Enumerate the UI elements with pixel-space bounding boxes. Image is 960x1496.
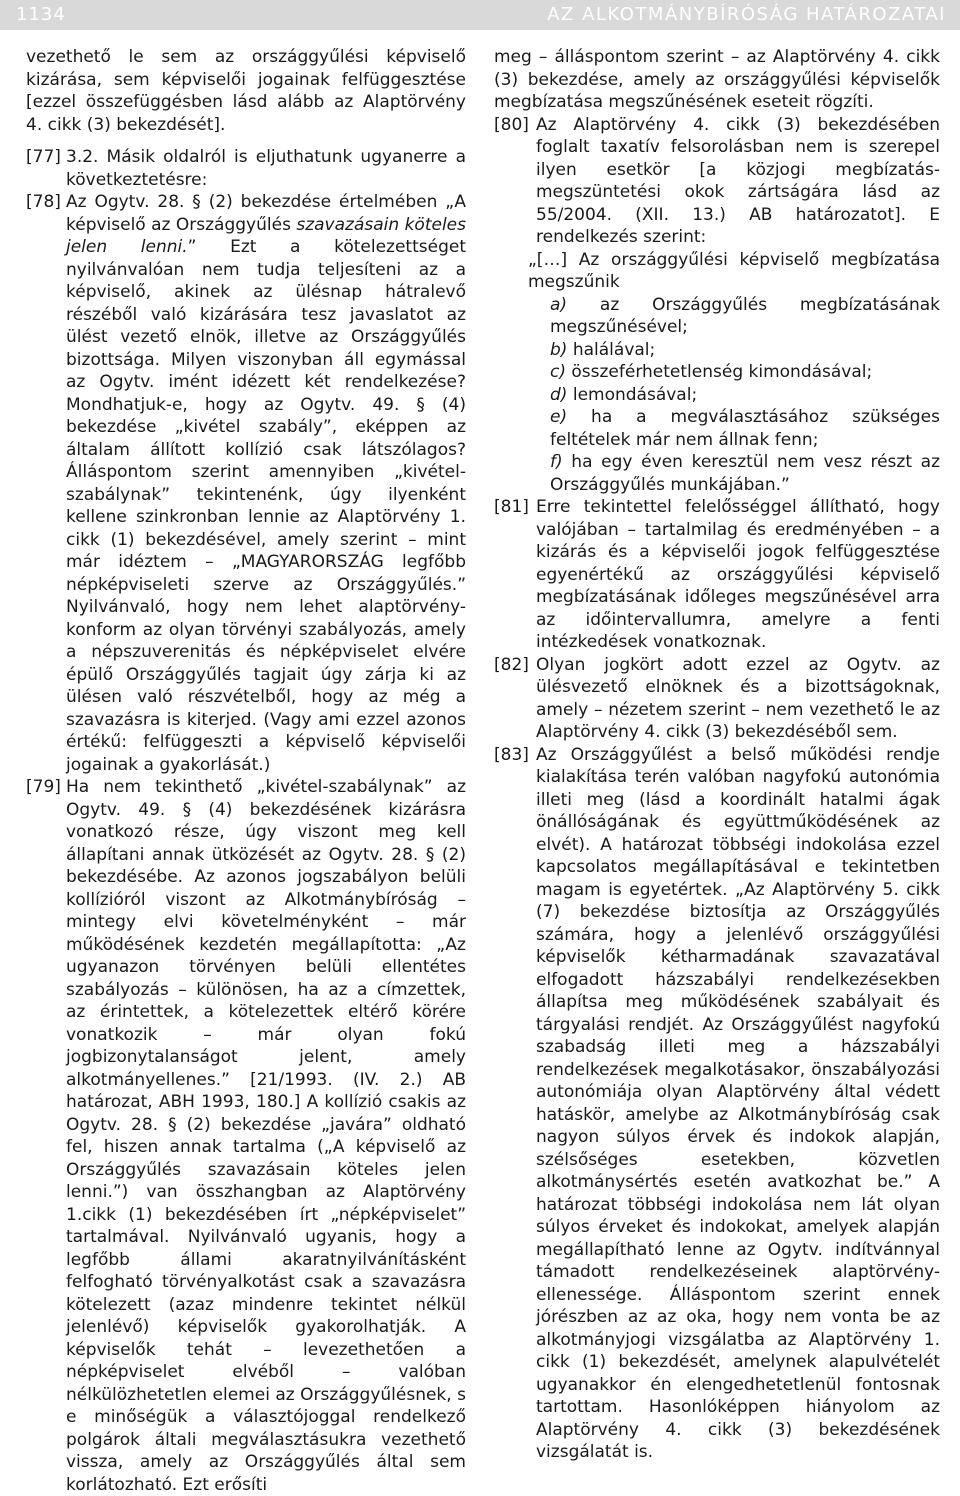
paragraph-text: Ha nem tekinthető „kivétel-szabálynak” az Ogytv. 49. § (4) bekezdésének kizárásra vonatkozó része, úgy viszont meg kell állapítani annak ütközését az Ogytv. 28. § (2) bekezdésébe. Az azonos jogszabályon belüli kollízióról viszont az Alkotmánybíróság – mintegy elvi követelményként – már működésének kezdetén megállapította: „Az ugyanazon törvényen belüli ellentétes szabályozás – különösen, ha az a címzettek, az érintettek, a kötelezettek eltérő körére vonatkozik – már olyan fokú jogbizonytalanságot jelent, amely alkotmányellenes.” [21/1993. (IV. 2.) AB határozat, ABH 1993, 180.] A kollízió csakis az Ogytv. 28. § (2) bekezdése „javára” oldható fel, hiszen annak tartalma („A képviselő az Országgyűlés szavazásain köteles jelen lenni.”) van összhangban az Alaptörvény 1.cikk (1) bekezdésében írt „népképviselet” tartalmával. Nyilvánvaló ugyanis, hogy a legfőbb állami akaratnyilvánításként felfogható törvényalkotást csak a szavazásra kötelezett (azaz mindenre tekintet nélkül jelenlévő) képviselők gyakorolhatják. A képviselők tehát – levezethetően a népképviselet elvéből – valóban nélkülözhetetlen elemei az Országgyűlésnek, s e minőségük a választójoggal rendelkező polgárok általi megválasztásukra vezethető vissza, amely az Országgyűlés által sem korlátozható. Ezt erősíti [66, 777, 466, 1495]
paragraph-79 [26, 776, 466, 1496]
paragraph-text: ” Ezt a kötelezettséget nyilvánvalóan nem tudja teljesíteni az a képviselő, akinek az ülésnap hátralevő részéből való kizárására tesz javaslatot az ülést vezető elnök, illetve az Országgyűlés bizottsága. Milyen viszonyban áll egymással az Ogytv. imént idézett két rendelkezése? Mondhatjuk-e, hogy az Ogytv. 49. § (4) bekezdése „kivétel szabály”, eképpen az általam állított kollízió csak látszólagos? Álláspontom szerint amennyiben „kivétel-szabálynak” tekintenénk, úgy ilyenként kellene szinkronban lennie az Alaptörvény 1. cikk (1) bekezdésével, amely szerint – mint már idéztem – „MAGYARORSZÁG legfőbb népképviseleti szerve az Országgyűlés.” Nyilvánvaló, hogy nem lehet alaptörvény-konform az olyan törvényi szabályozás, amely a népszuverenitás és népképviselet elvére épülő Országgyűlés tagjait úgy zárja ki az ülésen való részvételből, hogy az még a szavazásra is kiterjed. (Vagy ami ezzel azonos értékű: felfüggeszti a képviselő képviselői jogainak a gyakorlását.) [66, 237, 466, 775]
item-letter: c) [550, 362, 566, 382]
paragraph-text: Az Ogytv. 28. § (2) bekezdése értelmében „A képviselő az Országgyűlés [66, 192, 466, 235]
paragraph-number: [80] [494, 114, 529, 135]
paragraph-78 [26, 191, 466, 776]
item-text: halálával; [567, 339, 656, 360]
paragraph-77 [26, 146, 466, 191]
paragraph-number: [82] [494, 654, 529, 675]
left-column [26, 46, 466, 1495]
item-text: összeférhetetlenség kimondásával; [565, 362, 873, 382]
paragraph-number: [78] [26, 192, 61, 212]
right-column [494, 46, 940, 1462]
item-letter: d) [550, 384, 568, 405]
list-item [494, 406, 940, 451]
item-letter: a) [550, 294, 568, 315]
paragraph-number: [77] [26, 147, 61, 167]
paragraph-continuation: meg – álláspontom szerint – az Alaptörvény 4. cikk (3) bekezdése, amely az országgyűlési képviselők megbízatása megszűnésének eseteit rögzíti. [494, 47, 940, 112]
quote-intro: „[…] Az országgyűlési képviselő megbízatása megszűnik [528, 249, 940, 292]
list-item [494, 294, 940, 339]
item-letter: e) [550, 407, 568, 427]
item-text: ha a megválasztásához szükséges feltételek már nem állnak fenn; [550, 407, 940, 450]
page-header [0, 0, 960, 30]
paragraph-text: Olyan jogkört adott ezzel az Ogytv. az ülésvezető elnöknek és a bizottságoknak, amely – nézetem szerint – nem vezethető le az Alaptörvény 4. cikk (3) bekezdéséből sem. [536, 654, 940, 742]
paragraph-83 [494, 744, 940, 1464]
paragraph-number: [81] [494, 497, 529, 517]
list-item [494, 339, 940, 362]
item-text: lemondásával; [567, 384, 698, 405]
paragraph-text: Erre tekintettel felelősséggel állítható, hogy valójában – tartalmilag és eredményében – a kizárás és a képviselői jogok felfüggesztése egyenértékű az országgyűlési képviselő megbízatásának időleges megszűnésével arra az időintervallumra, amelyre a fenti intézkedések vonatkoznak. [536, 497, 940, 652]
item-text: az Országgyűlés megbízatásának megszűnésével; [550, 294, 940, 337]
page-number: 1134 [16, 4, 66, 25]
list-item [494, 361, 940, 384]
list-item [494, 451, 940, 496]
item-letter: f) [550, 452, 563, 472]
paragraph-81 [494, 496, 940, 654]
italic-quote: szavazásain köteles jelen lenni. [66, 214, 466, 257]
list-item [494, 384, 940, 407]
running-title: AZ ALKOTMÁNYBÍRÓSÁG HATÁROZATAI [547, 4, 946, 25]
paragraph-80 [494, 114, 940, 249]
paragraph-continuation: vezethető le sem az országgyűlési képviselő kizárása, sem képviselői jogainak felfüggesztése [ezzel összefüggésben lásd alább az Alaptörvény 4. cikk (3) bekezdését]. [26, 47, 466, 135]
paragraph-number: [79] [26, 777, 61, 797]
item-text: ha egy éven keresztül nem vesz részt az Országgyűlés munkájában.” [550, 452, 940, 495]
paragraph-text: Az Alaptörvény 4. cikk (3) bekezdésében foglalt taxatív felsorolásban nem is szerepel ilyen esetkör [a közjogi megbízatás-megszüntetési okok zártságára lásd az 55/2004. (XII. 13.) AB határozatot]. E rendelkezés szerint: [536, 114, 940, 247]
paragraph-text: Az Országgyűlést a belső működési rendje kialakítása terén valóban nagyfokú autonómia illeti meg (lásd a koordinált hatalmi ágak önállóságának és együttműködésének az elvét). A határozat többségi indokolása ezzel kapcsolatos megállapításával e tekintetben magam is egyetértek. „Az Alaptörvény 5. cikk (7) bekezdése biztosítja az Országgyűlés számára, hogy a jelenlévő országgyűlési képviselők kétharmadának szavazatával elfogadott házszabályi rendelkezésekben állapítsa meg működésének szabályait és tárgyalási rendjét. Az Országgyűlést nagyfokú szabadság illeti meg a házszabályi rendelkezések megalkotásakor, önszabályozási autonómiája olyan Alaptörvény által védett hatáskör, amelybe az Alkotmánybíróság csak nagyon súlyos érvek és indokok alapján, szélsőséges esetekben, közvetlen alkotmánysértés esetén avatkozhat be.” A határozat többségi indokolása nem lát olyan súlyos érveket és indokokat, amelyek alapján megállapítható lenne az Ogytv. indítvánnyal támadott rendelkezéseinek alaptörvény-ellenessége. Álláspontom szerint ennek jórészben az az oka, hogy nem vonta be az alkotmányjogi vizsgálatba az Alaptörvény 1. cikk (1) bekezdését, amelynek alapulvételét ugyanakkor én elengedhetetlenül fontosnak tartottam. Hasonlóképpen hiányolom az Alaptörvény 4. cikk (3) bekezdésének vizsgálatát is. [536, 744, 940, 1462]
item-letter: b) [550, 339, 568, 360]
paragraph-82 [494, 654, 940, 744]
paragraph-number: [83] [494, 744, 529, 765]
paragraph-text: 3.2. Másik oldalról is eljuthatunk ugyanerre a következtetésre: [66, 147, 466, 190]
